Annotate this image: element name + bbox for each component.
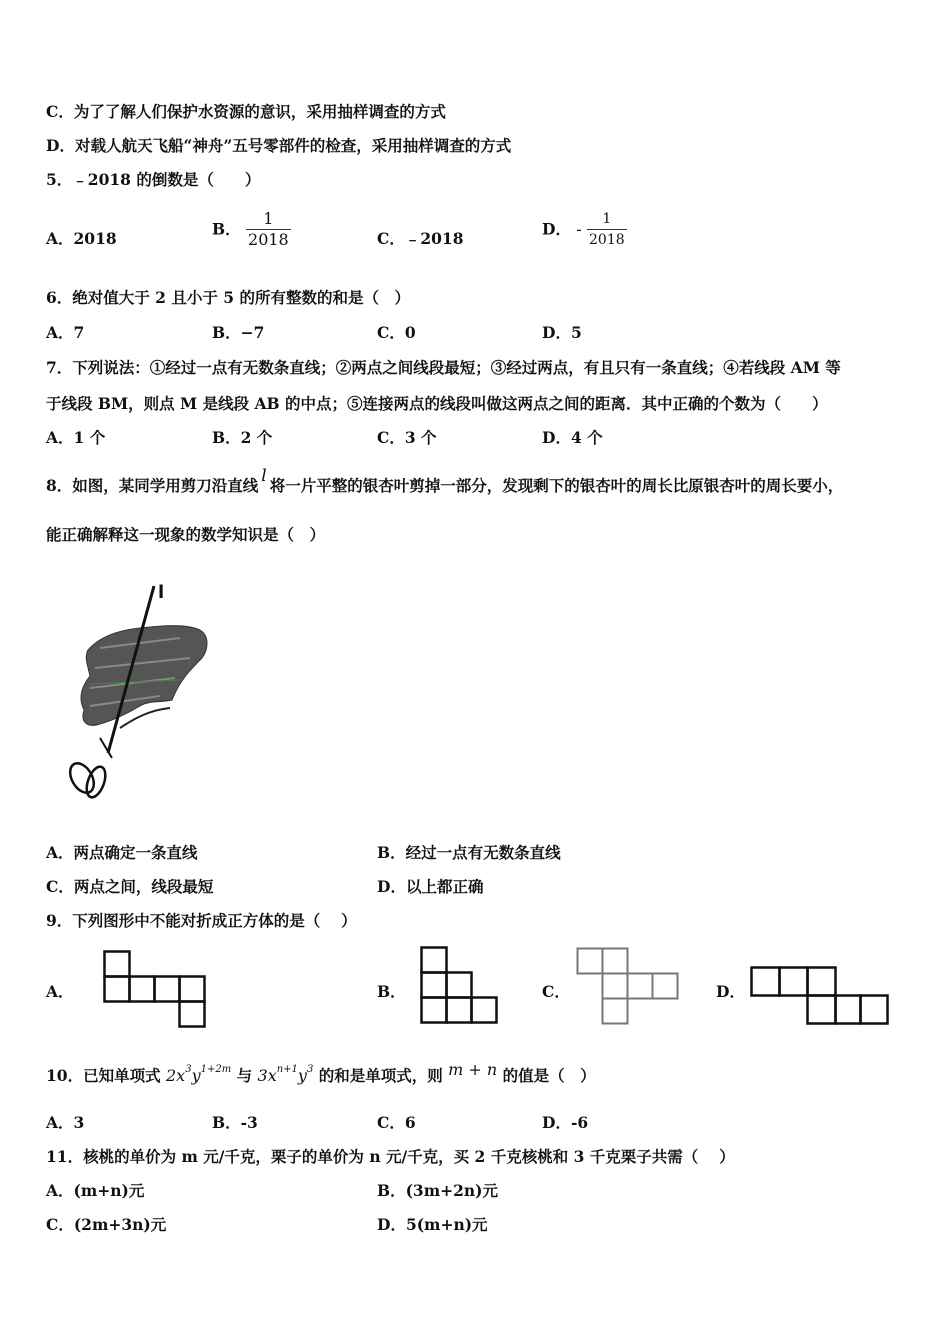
q5-option-b-fraction (246, 209, 291, 250)
q5-option-d-num: 1 (602, 211, 612, 227)
q5-option-c: C．﹣2018 (377, 229, 464, 248)
q5-option-d (542, 209, 627, 250)
q6-stem: 6．绝对值大于 2 且小于 5 的所有整数的和是（ ） (46, 288, 410, 307)
q5-option-a: A．2018 (46, 229, 117, 248)
q6-option-d: D．5 (542, 323, 582, 342)
scissors-handle-left (65, 759, 98, 797)
q10-stem-part-c: 的和是单项式，则 (318, 1066, 443, 1085)
q8-option-d: D．以上都正确 (377, 877, 484, 896)
q6-option-b: B．−7 (212, 323, 265, 342)
q9-option-a: A． (46, 982, 74, 1001)
q10-option-c: C．6 (377, 1113, 416, 1132)
q10-option-b: B．-3 (212, 1113, 258, 1132)
q9-option-b: B． (377, 982, 406, 1001)
q10-term2-var2: y (297, 1066, 307, 1085)
q10-term1-exp1: 3 (185, 1064, 192, 1075)
q5-option-d-den: 2018 (587, 229, 627, 250)
q11-option-d: D．5(m+n)元 (377, 1215, 488, 1234)
q10-term2-exp2: 3 (306, 1064, 314, 1075)
q5-option-b (212, 209, 291, 250)
q8-option-b: B．经过一点有无数条直线 (377, 843, 561, 862)
q5-option-d-fraction (587, 209, 627, 250)
q6-option-a: A．7 (46, 323, 85, 342)
q11-option-c: C．(2m+3n)元 (46, 1215, 167, 1234)
q10-expression: m + n (448, 1060, 498, 1079)
q9-net-a (103, 950, 207, 1028)
q9-net-d (750, 966, 890, 1028)
q11-option-b: B．(3m+2n)元 (377, 1181, 498, 1200)
q11-option-a: A．(m+n)元 (46, 1181, 145, 1200)
ginkgo-leaf-shape (81, 626, 207, 726)
q9-option-d: D． (716, 982, 745, 1001)
q8-line-variable: l (261, 466, 267, 486)
q8-stem-part-b: 将一片平整的银杏叶剪掉一部分，发现剩下的银杏叶的周长比原银杏叶的周长要小， (269, 476, 844, 495)
q10-stem-part-a: 10．已知单项式 (46, 1066, 161, 1085)
q7-stem-line1: 7．下列说法：①经过一点有无数条直线；②两点之间线段最短；③经过两点，有且只有一条直线；④若线段 AM 等 (46, 358, 841, 377)
q5-option-b-label: B． (212, 219, 241, 239)
q10-option-a: A．3 (46, 1113, 85, 1132)
q7-option-b: B．2 个 (212, 428, 273, 447)
q8-option-c: C．两点之间，线段最短 (46, 877, 214, 896)
q10-term1-exp2: 1+2m (200, 1064, 232, 1075)
q5-option-d-sign: - (576, 220, 582, 239)
q10-term1 (166, 1066, 231, 1085)
q7-stem-line2: 于线段 BM，则点 M 是线段 AB 的中点；⑤连接两点的线段叫做这两点之间的距离．其中正确的个数为（ ） (46, 394, 828, 413)
q9-net-c (576, 947, 680, 1025)
q11-stem: 11．核桃的单价为 m 元/千克，栗子的单价为 n 元/千克，买 2 千克核桃和 3 千克栗子共需（ ） (46, 1147, 735, 1166)
q10-stem-part-d: 的值是（ ） (502, 1066, 596, 1085)
ginkgo-leaf-scissors-figure (60, 578, 220, 808)
q8-stem-part-a: 8．如图，某同学用剪刀沿直线 (46, 476, 259, 495)
q10-option-d: D．-6 (542, 1113, 589, 1132)
q8-stem-line2: 能正确解释这一现象的数学知识是（ ） (46, 525, 326, 544)
q8-stem-line1 (46, 466, 844, 496)
q7-option-a: A．1 个 (46, 428, 106, 447)
q10-term1-var2: y (191, 1066, 201, 1085)
cutting-line-label: l (158, 582, 165, 603)
q6-option-c: C．0 (377, 323, 416, 342)
q9-stem: 9．下列图形中不能对折成正方体的是（ ） (46, 911, 357, 930)
q5-option-b-den: 2018 (248, 230, 289, 249)
q10-term2 (258, 1066, 314, 1085)
q10-term1-base: 2x (165, 1066, 186, 1085)
q10-stem-part-b: 与 (236, 1066, 253, 1085)
q5-stem: 5．﹣2018 的倒数是（ ） (46, 170, 261, 189)
q9-option-c: C． (542, 982, 570, 1001)
q5-option-b-num: 1 (263, 209, 274, 228)
q8-option-a: A．两点确定一条直线 (46, 843, 198, 862)
q7-option-c: C．3 个 (377, 428, 437, 447)
q10-term2-base: 3x (257, 1066, 277, 1085)
q7-option-d: D．4 个 (542, 428, 603, 447)
q4-option-c: C．为了了解人们保护水资源的意识，采用抽样调查的方式 (46, 102, 446, 121)
q5-option-d-label: D． (542, 219, 571, 239)
q9-net-b (420, 946, 500, 1026)
q10-stem (46, 1060, 596, 1086)
q4-option-d: D．对载人航天飞船“神舟”五号零部件的检查，采用抽样调查的方式 (46, 136, 512, 155)
q10-term2-exp1: n+1 (276, 1064, 298, 1075)
